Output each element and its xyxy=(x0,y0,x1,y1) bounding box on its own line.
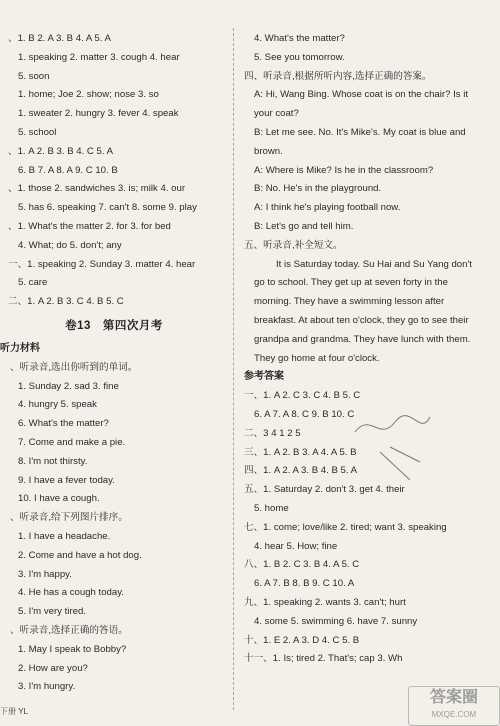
text-line: 4. hungry 5. speak xyxy=(18,399,97,411)
text-line: 五、听录音,补全短文。 xyxy=(244,239,343,251)
text-line: 5. school xyxy=(18,126,57,138)
column-divider xyxy=(233,28,234,710)
left-column xyxy=(0,30,228,697)
text-line: 十一、1. Is; tired 2. That's; cap 3. Wh xyxy=(244,653,403,665)
text-line: 1. home; Joe 2. show; nose 3. so xyxy=(18,89,159,101)
text-line: 6. B 7. A 8. A 9. C 10. B xyxy=(18,164,118,176)
text-line: 6. A 7. B 8. B 9. C 10. A xyxy=(254,578,355,590)
text-line: 一、1. A 2. C 3. C 4. B 5. C xyxy=(244,390,361,402)
text-line: 七、1. come; love/like 2. tired; want 3. speaking xyxy=(244,521,447,533)
text-line: 二、1. A 2. B 3. C 4. B 5. C xyxy=(8,296,124,308)
text-line: 4. some 5. swimming 6. have 7. sunny xyxy=(254,615,418,627)
text-line: brown. xyxy=(254,145,283,157)
text-line: 三、1. A 2. B 3. A 4. A 5. B xyxy=(244,446,357,458)
text-line: 八、1. B 2. C 3. B 4. A 5. C xyxy=(244,559,360,571)
text-line: 1. sweater 2. hungry 3. fever 4. speak xyxy=(18,108,179,120)
listening-materials-heading: 听力材料 xyxy=(0,342,40,354)
text-line: 四、1. A 2. A 3. B 4. B 5. A xyxy=(244,465,358,477)
text-line: 4. What; do 5. don't; any xyxy=(18,239,122,251)
text-line: go to school. They get up at seven forty in the xyxy=(254,277,448,289)
text-line: A: Hi, Wang Bing. Whose coat is on the chair? Is it xyxy=(254,89,468,101)
text-line: B: No. He's in the playground. xyxy=(254,183,382,195)
text-line: 10. I have a cough. xyxy=(18,493,100,505)
text-line: 、1. those 2. sandwiches 3. is; milk 4. our xyxy=(8,183,186,195)
text-line: 4. What's the matter? xyxy=(254,33,345,44)
text-line: morning. They have a swimming lesson after xyxy=(254,296,445,308)
reference-answers-heading: 参考答案 xyxy=(244,371,284,383)
text-line: 9. I have a fever today. xyxy=(18,474,115,486)
page-footer: 下册 YL xyxy=(0,707,29,716)
text-line: 1. May I speak to Bobby? xyxy=(18,643,127,655)
text-line: They go home at four o'clock. xyxy=(254,352,380,364)
text-line: 、听录音,选出你听到的单词。 xyxy=(10,361,138,373)
text-line: 一、1. speaking 2. Sunday 3. matter 4. hear xyxy=(8,258,196,270)
text-line: grandpa and grandma. They have lunch with them. xyxy=(254,333,471,345)
text-line: 、1. What's the matter 2. for 3. for bed xyxy=(8,220,171,232)
site-watermark xyxy=(408,686,500,726)
text-line: 四、听录音,根据所听内容,选择正确的答案。 xyxy=(244,70,432,82)
answer-list-top xyxy=(0,30,228,312)
text-line: B: Let's go and tell him. xyxy=(254,220,354,232)
section-title: 卷13 第四次月考 xyxy=(65,319,163,332)
text-line: 5. care xyxy=(18,277,48,289)
text-line: 、1. A 2. B 3. B 4. C 5. A xyxy=(8,145,114,157)
text-line: 二、3 4 1 2 5 xyxy=(244,427,301,439)
text-line: 6. A 7. A 8. C 9. B 10. C xyxy=(254,408,355,420)
text-line: 6. What's the matter? xyxy=(18,418,109,430)
text-line: 5. See you tomorrow. xyxy=(254,51,345,63)
text-line: 5. has 6. speaking 7. can't 8. some 9. play xyxy=(18,202,197,214)
text-line: 十、1. E 2. A 3. D 4. C 5. B xyxy=(244,634,360,646)
text-line: A: Where is Mike? Is he in the classroom? xyxy=(254,164,434,176)
text-line: 2. How are you? xyxy=(18,662,88,674)
text-line: 5. soon xyxy=(18,70,50,82)
text-line: breakfast. At about ten o'clock, they go to see their xyxy=(254,314,469,326)
text-line: 7. Come and make a pie. xyxy=(18,436,126,448)
text-line: 8. I'm not thirsty. xyxy=(18,455,88,467)
listening-materials-continued xyxy=(244,30,494,368)
text-line: your coat? xyxy=(254,108,299,120)
text-line: 1. speaking 2. matter 3. cough 4. hear xyxy=(18,51,180,63)
text-line: A: I think he's playing football now. xyxy=(254,202,401,214)
text-line: 3. I'm hungry. xyxy=(18,681,76,693)
text-line: 、听录音,给下列图片排序。 xyxy=(10,512,128,524)
text-line: 2. Come and have a hot dog. xyxy=(18,549,142,561)
text-line: 、听录音,选择正确的答语。 xyxy=(10,624,128,636)
text-line: 九、1. speaking 2. wants 3. can't; hurt xyxy=(244,596,406,608)
watermark-main-text: 答案圈 xyxy=(429,689,478,706)
text-line: 4. hear 5. How; fine xyxy=(254,540,338,552)
pencil-scribble xyxy=(350,402,440,482)
text-line: B: Let me see. No. It's Mike's. My coat is blue and xyxy=(254,126,466,138)
text-line: 、1. B 2. A 3. B 4. A 5. A xyxy=(8,33,111,44)
listening-materials-list xyxy=(0,359,228,697)
text-line: 5. home xyxy=(254,502,289,514)
right-column xyxy=(244,30,494,669)
text-line: 五、1. Saturday 2. don't 3. get 4. their xyxy=(244,484,405,496)
text-line: 5. I'm very tired. xyxy=(18,606,86,618)
text-line: 3. I'm happy. xyxy=(18,568,72,580)
text-line: 4. He has a cough today. xyxy=(18,587,124,599)
text-line: 1. I have a headache. xyxy=(18,530,111,542)
text-line: 1. Sunday 2. sad 3. fine xyxy=(18,380,119,392)
text-line: It is Saturday today. Su Hai and Su Yang don't xyxy=(276,258,472,270)
watermark-sub-text: MXQE.COM xyxy=(431,710,477,719)
